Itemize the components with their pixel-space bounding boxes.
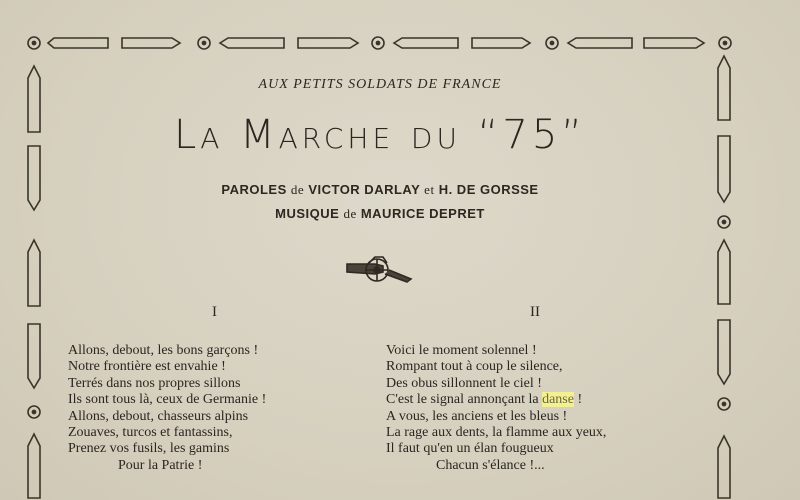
verse-line: Allons, debout, chasseurs alpins xyxy=(68,408,249,424)
verse-refrain: Pour la Patrie ! xyxy=(118,457,203,473)
verse-line: Zouaves, turcos et fantassins, xyxy=(68,425,233,441)
lyricist-2: H. DE GORSSE xyxy=(438,182,539,197)
verse-line: Des obus sillonnent le ciel ! xyxy=(386,375,542,391)
composer: MAURICE DEPRET xyxy=(360,206,485,221)
lyrics-et: et xyxy=(424,182,435,197)
song-title: La Marche du “75” xyxy=(173,112,586,158)
lyrics-de: de xyxy=(290,182,305,197)
highlighted-word: danse xyxy=(542,392,574,408)
verse-line-text: C'est le signal annonçant la xyxy=(386,392,539,408)
verse-number-1: I xyxy=(212,304,217,320)
verse-refrain: Chacun s'élance !... xyxy=(436,457,545,473)
music-credit xyxy=(0,206,760,222)
lyrics-prefix: PAROLES xyxy=(221,182,287,197)
cannon-icon xyxy=(345,252,415,286)
verse-line: Voici le moment solennel ! xyxy=(386,343,537,358)
verse-line: A vous, les anciens et les bleus ! xyxy=(386,408,568,424)
verse-line: Allons, debout, les bons garçons ! xyxy=(68,343,259,358)
verse-line: Rompant tout à coup le silence, xyxy=(386,359,563,375)
verse-line: Terrés dans nos propres sillons xyxy=(68,375,241,391)
verse-line: La rage aux dents, la flamme aux yeux, xyxy=(386,425,607,441)
music-prefix: MUSIQUE xyxy=(275,206,340,221)
verse-line: Prenez vos fusils, les gamins xyxy=(68,441,230,457)
verse-line: Il faut qu'en un élan fougueux xyxy=(386,441,554,457)
verse-line: Notre frontière est envahie ! xyxy=(68,359,226,375)
highlight-suffix: ! xyxy=(573,392,583,408)
dedication: AUX PETITS SOLDATS DE FRANCE xyxy=(258,77,502,92)
shell-border-top xyxy=(22,30,742,56)
lyricist-1: VICTOR DARLAY xyxy=(308,182,421,197)
music-de: de xyxy=(343,206,357,221)
lyrics-credit xyxy=(0,182,760,198)
verse-1 xyxy=(68,343,360,474)
verse-2 xyxy=(386,343,686,474)
verse-line-highlighted xyxy=(386,392,686,408)
verse-line: Ils sont tous là, ceux de Germanie ! xyxy=(68,392,267,408)
verse-number-2: II xyxy=(530,304,540,320)
